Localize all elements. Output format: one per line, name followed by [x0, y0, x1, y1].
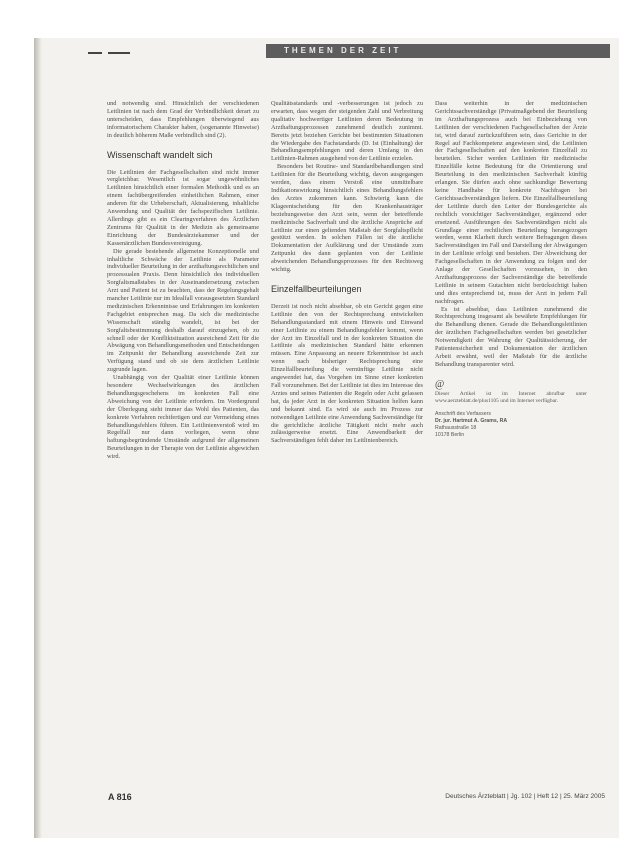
online-note-text: Dieser Artikel ist im Internet abrufbar unter www.aerzteblatt.de/plus1105 und im Internet verfügbar. — [435, 390, 587, 404]
address-name: Dr. jur. Hartmut A. Grams, RA — [435, 417, 508, 424]
header-rule — [88, 52, 102, 54]
author-address — [435, 411, 587, 439]
paragraph: Qualitätsstandards und -verbesserungen ist jedoch zu erwarten, dass wegen der steigenden Zahl und Verbreitung qualitativ hochwertiger Leitlinien deren Bedeutung in Arzthaftungsprozessen zunehmend deutlich zunimmt. Bereits jetzt beziehen Gerichte bei bestimmten Situationen die Wiedergabe des Fachstandards (D. Ist (Einhaltung) der Behandlungsempfehlungen und deren Umfang in den Leitlinien-Rahmen ausgehend von der Leitlinie erzielen. — [271, 100, 423, 163]
address-city: 10178 Berlin — [435, 431, 465, 438]
paragraph: Derzeit ist noch nicht absehbar, ob ein Gericht gegen eine Leitlinie den von der Rechtsprechung entwickelten Behandlungsstandard mit einem Hinweis und Einwand einer Leitlinie zu einem Behandlungsfehler kommt, wenn der Arzt im Einzelfall und in der konkreten Situation die Leitlinie als medizinischen Standard hätte erkennen müssen. Eine Anpassung an neuere Erkenntnisse ist auch wenn nach bisheriger Rechtsprechung eine Einzelfallbeurteilung die vernünftige Leitlinie nicht angewendet hat, das Vorgehen im Sinne einer konkreten Fall vorzunehmen. Bei der Leitlinie ist dies im Interesse des Arztes und seines Patienten die Regeln oder Acht gelassen hat, da jeder Arzt in der konkreten Situation helfen kann und bekannt sind. Es wird sie auch im Prozess zur notwendigen Leitlinie eine Anwendung Sachverständige für die gerichtliche ärztliche Tätigkeit nicht mehr auch zulässigerweise ersetzt. Eine Anwendbarkeit der Sachverständigen fehlt daher im Leitlinienbereich. — [271, 302, 423, 445]
section-heading: Wissenschaft wandelt sich — [107, 149, 213, 160]
paragraph: Die Leitlinien der Fachgesellschaften sind nicht immer vergleichbar. Wesentlich ist sogar ungewöhnliches Leitlinien hinsichtlich einer formalen Methodik und es an einem fachübergreifenden einheitlichen Rahmen, einer anderen für die Urheberschaft, Aktualisierung, inhaltliche Anwendung und Qualität der fachspezifischen Leitlinie. Allerdings gibt es ein Clearingverfahren des Ärztlichen Zentrums für Qualität in der Medizin als gemeinsame Einrichtung der Bundesärztekammer und der Kassenärztlichen Bundesvereinigung. — [107, 168, 259, 247]
journal-page — [34, 38, 619, 838]
paragraph: Die gerade bestehende allgemeine Konzeptionelle und inhaltliche Schwäche der Leitlinie als Parameter individueller Beurteilung in der arzthaftungsrechtlichen und prozessualen Praxis. Denn hinsichtlich des individuellen Sorgfaltsmaßstabes in der Auseinandersetzung zwischen Arzt und Patient ist zu beachten, dass der Regelungsgehalt mancher Leitlinie nur im Idealfall vorausgesetzten Standard medizinischen Erkenntnisse und Erfahrungen im konkreten Fachgebiet entsprechen mag. Da sich die medizinische Wissenschaft ständig wandelt, ist bei der Sorgfaltsbestimmung deshalb darauf einzugehen, ob zu schnell oder der Konfliktsituation ausreichend Zeit für die Abwägung von Behandlungsmethoden und Entscheidungen im Zeitpunkt der Behandlung ausreichende Zeit zur Verfügung stand und ob sie dem ärztlichen Leitlinie zugrunde lagen. — [107, 247, 259, 374]
page-number: A 816 — [108, 792, 132, 802]
paragraph: Dass weiterhin in der medizinischen Gerichtssachverständige (Privatmaßgebend der Beurteilung im Arzthaftungsprozess auch bei Einbeziehung von Leitlinien der verschiedenen Fachgesellschaften der Ärzte ist, wird darauf zurückzuführen sein, dass Gerichte in der Regel auf Fachkompetenz angewiesen sind, die Leitlinien der Fachgesellschaften auf den konkreten Einzelfall zu beurteilen. Sicher werden Leitlinien für medizinische Einzelfälle keine Bedeutung für die Orientierung und Beurteilung in den medizinischen Sachverhalt künftig erlangen. Sie dürfen auch ohne sachkundige Bewertung keine Handhabe für konkrete Nachfragen bei Gerichtssachverständigen liefern. Die Einzelfallbeurteilung der Leitlinie durch den Leiter der Bundesgerichte als rechtlich vorsichtiger Sachverständiger, ergänzend oder ersetzend. Ausführungen des Sachverständigen nicht als Grundlage einer rechtlichen Beurteilung herangezogen werden, wenn Klarheit durch weitere Befragungen dieses Sachverständigen im Fall und Darstellung der Abwägungen in der Leitlinie erfolgt und bestehen. Der Abweichung der Fachgesellschaften in der Anwendung zu folgen und der Anlage der Gesellschaften vorzusehen, in den Arzthaftungsprozess der Sachverständige die betreffende Leitlinie in seinem Gutachten nicht berücksichtigt haben und dies entsprechend ist, muss der Arzt in jedem Fall nachfragen. — [435, 100, 587, 305]
journal-citation: Deutsches Ärzteblatt | Jg. 102 | Heft 12 | 25. März 2005 — [445, 793, 605, 800]
paragraph: Es ist absehbar, dass Leitlinien zunehmend die Rechtsprechung insgesamt als bewährte Empfehlungen für die Behandlung dienen. Gerade die Behandlungsleitlinien der ärztlichen Fachgesellschaften werden bei gesetzlicher Notwendigkeit der Wahrung der Qualitätssicherung, der Patientensicherheit und Dokumentation der ärztlichen Arbeit erwähnt, weil der Maßstab für die ärztliche Behandlung transparenter wird. — [435, 305, 587, 368]
address-label: Anschrift des Verfassers — [435, 410, 491, 417]
section-heading: Einzelfallbeurteilungen — [271, 283, 362, 294]
scan-edge-shadow — [34, 38, 42, 838]
at-sign-icon: @ — [435, 378, 445, 390]
paragraph: Unabhängig von der Qualität einer Leitlinie können besondere Wechselwirkungen des ärztlichen Behandlungsgeschehens im konkreten Fall eine Abweichung von der Leitlinie erfordern. Im Vordergrund der Überlegung steht immer das Wohl des Patienten, das konkrete Verfahren rechtfertigen und zur Vermeidung eines Behandlungsfehlers führen. Ein Leitlinienverstoß wird im Regelfall nur dann vorliegen, wenn ohne haftungsbegründende Umstände aufgrund der allgemeinen Beurteilungen in der Therapie von der Leitlinie abgewichen wird. — [107, 374, 259, 461]
paragraph: Besonders bei Routine- und Standardbehandlungen sind Leitlinien für die Beurteilung wichtig, davon ausgegangen werden, dass einem Verstoß eine unmittelbare Indikationswirkung hinsichtlich eines Behandlungsfehlers des Arztes zukommen kann. Schwierig kann die Klageentscheidung für den Krankenhausträger beziehungsweise den Arzt sein, wenn der betreffende medizinische Sachverhalt und die ärztliche Ansprüche auf Leitlinie zur einen geltenden Maßstab der Sorgfaltspflicht gestützt werden. In solchen Fällen ist die ärztliche Dokumentation der Aufklärung und der Umstände zum Zeitpunkt des dann geplanten von der Leitlinie abweichenden Behandlungsprozesses für den Rechtsweg wichtig. — [271, 163, 423, 274]
paragraph: und notwendig sind. Hinsichtlich der verschiedenen Leitlinien ist nach dem Grad der Verbindlichkeit derart zu unterscheiden, dass Empfehlungen überwiegend aus informatorischem Charakter haben, (sogenannte Hinweise) in deutlich höherem Maße verbindlich sind (2). — [107, 100, 259, 139]
online-note — [435, 379, 587, 405]
text-column-3 — [435, 100, 587, 439]
address-street: Rathausstraße 18 — [435, 424, 477, 431]
text-column-1 — [107, 100, 259, 461]
section-header: THEMEN DER ZEIT — [266, 44, 610, 58]
text-column-2 — [271, 100, 423, 445]
header-rule — [108, 52, 130, 54]
